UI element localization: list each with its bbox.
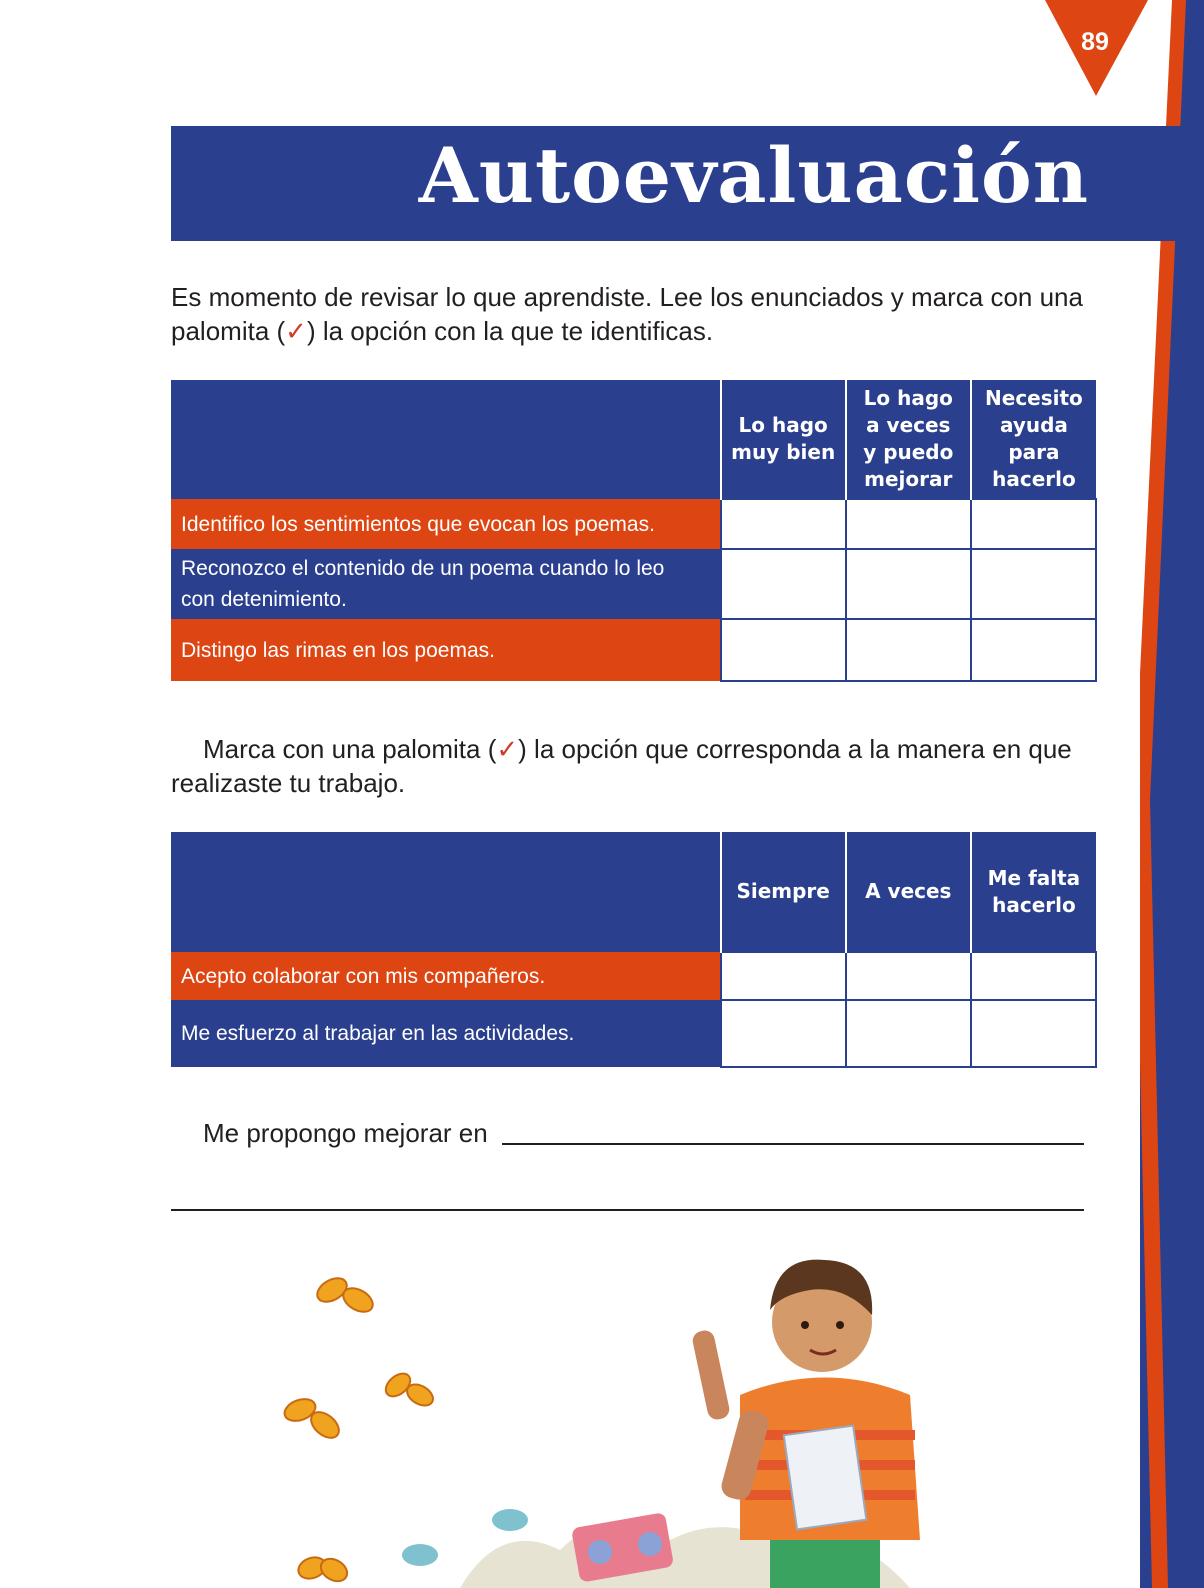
intro-text-end: ) la opción con la que te identificas. [306, 316, 714, 346]
column-header-lo-hago-a-veces: Lo hago a veces y puedo mejorar [846, 380, 971, 499]
row-label-rimas: Distingo las rimas en los poemas. [171, 619, 721, 681]
write-line[interactable] [502, 1143, 1084, 1145]
row-label-colaborar: Acepto colaborar con mis compañeros. [171, 952, 721, 1000]
page-title: Autoevaluación [418, 131, 1089, 220]
column-header-lo-hago-muy-bien: Lo hago muy bien [721, 380, 846, 499]
butterfly-icon [381, 1369, 436, 1410]
disc-icon [402, 1544, 438, 1566]
instruction-text-end: ) la opción que corresponda a la manera en que realizaste tu trabajo. [171, 734, 1072, 798]
table-row [171, 619, 1096, 681]
instruction-text-start: Marca con una palomita ( [203, 734, 497, 764]
checkmark-icon: ✓ [285, 316, 307, 346]
table-row [171, 549, 1096, 619]
intro-text-start: Es momento de revisar lo que aprendiste. Lee los enunciados y marca con una palomita ( [171, 282, 1083, 346]
column-header-a-veces: A veces [846, 832, 971, 952]
table-row [171, 1000, 1096, 1067]
answer-box[interactable] [721, 1000, 846, 1067]
column-header-necesito-ayuda: Necesito ayuda para hacerlo [971, 380, 1096, 499]
column-header-me-falta-hacerlo: Me falta hacerlo [971, 832, 1096, 952]
answer-box[interactable] [721, 619, 846, 681]
self-evaluation-table [171, 380, 1097, 682]
table-row [171, 952, 1096, 1000]
disc-icon [492, 1509, 528, 1531]
answer-box[interactable] [721, 549, 846, 619]
butterfly-icon [313, 1273, 377, 1316]
answer-box[interactable] [846, 549, 971, 619]
answer-box[interactable] [846, 619, 971, 681]
instruction-paragraph [171, 732, 1091, 800]
work-habits-table [171, 832, 1097, 1068]
row-label-contenido: Reconozco el contenido de un poema cuando lo leo con detenimiento. [171, 549, 721, 619]
answer-box[interactable] [846, 1000, 971, 1067]
header-blank-cell [171, 380, 721, 499]
answer-box[interactable] [721, 952, 846, 1000]
answer-box[interactable] [846, 952, 971, 1000]
answer-box[interactable] [971, 1000, 1096, 1067]
row-label-esfuerzo: Me esfuerzo al trabajar en las actividades. [171, 1000, 721, 1067]
header-blank-cell [171, 832, 721, 952]
butterfly-icon [282, 1395, 344, 1443]
checkmark-icon: ✓ [496, 734, 519, 764]
answer-box[interactable] [971, 619, 1096, 681]
answer-box[interactable] [721, 499, 846, 549]
row-label-sentimientos: Identifico los sentimientos que evocan los poemas. [171, 499, 721, 549]
page-number: 89 [1081, 28, 1109, 56]
intro-paragraph [171, 280, 1091, 348]
table-header-row [171, 832, 1096, 952]
table-row [171, 499, 1096, 549]
table-header-row [171, 380, 1096, 499]
answer-box[interactable] [971, 499, 1096, 549]
answer-box[interactable] [971, 549, 1096, 619]
answer-box[interactable] [971, 952, 1096, 1000]
butterfly-icon [295, 1554, 351, 1586]
improve-label: Me propongo mejorar en [203, 1118, 488, 1148]
answer-box[interactable] [846, 499, 971, 549]
boy-with-butterflies-illustration [270, 1250, 930, 1588]
write-line[interactable] [171, 1209, 1084, 1211]
column-header-siempre: Siempre [721, 832, 846, 952]
